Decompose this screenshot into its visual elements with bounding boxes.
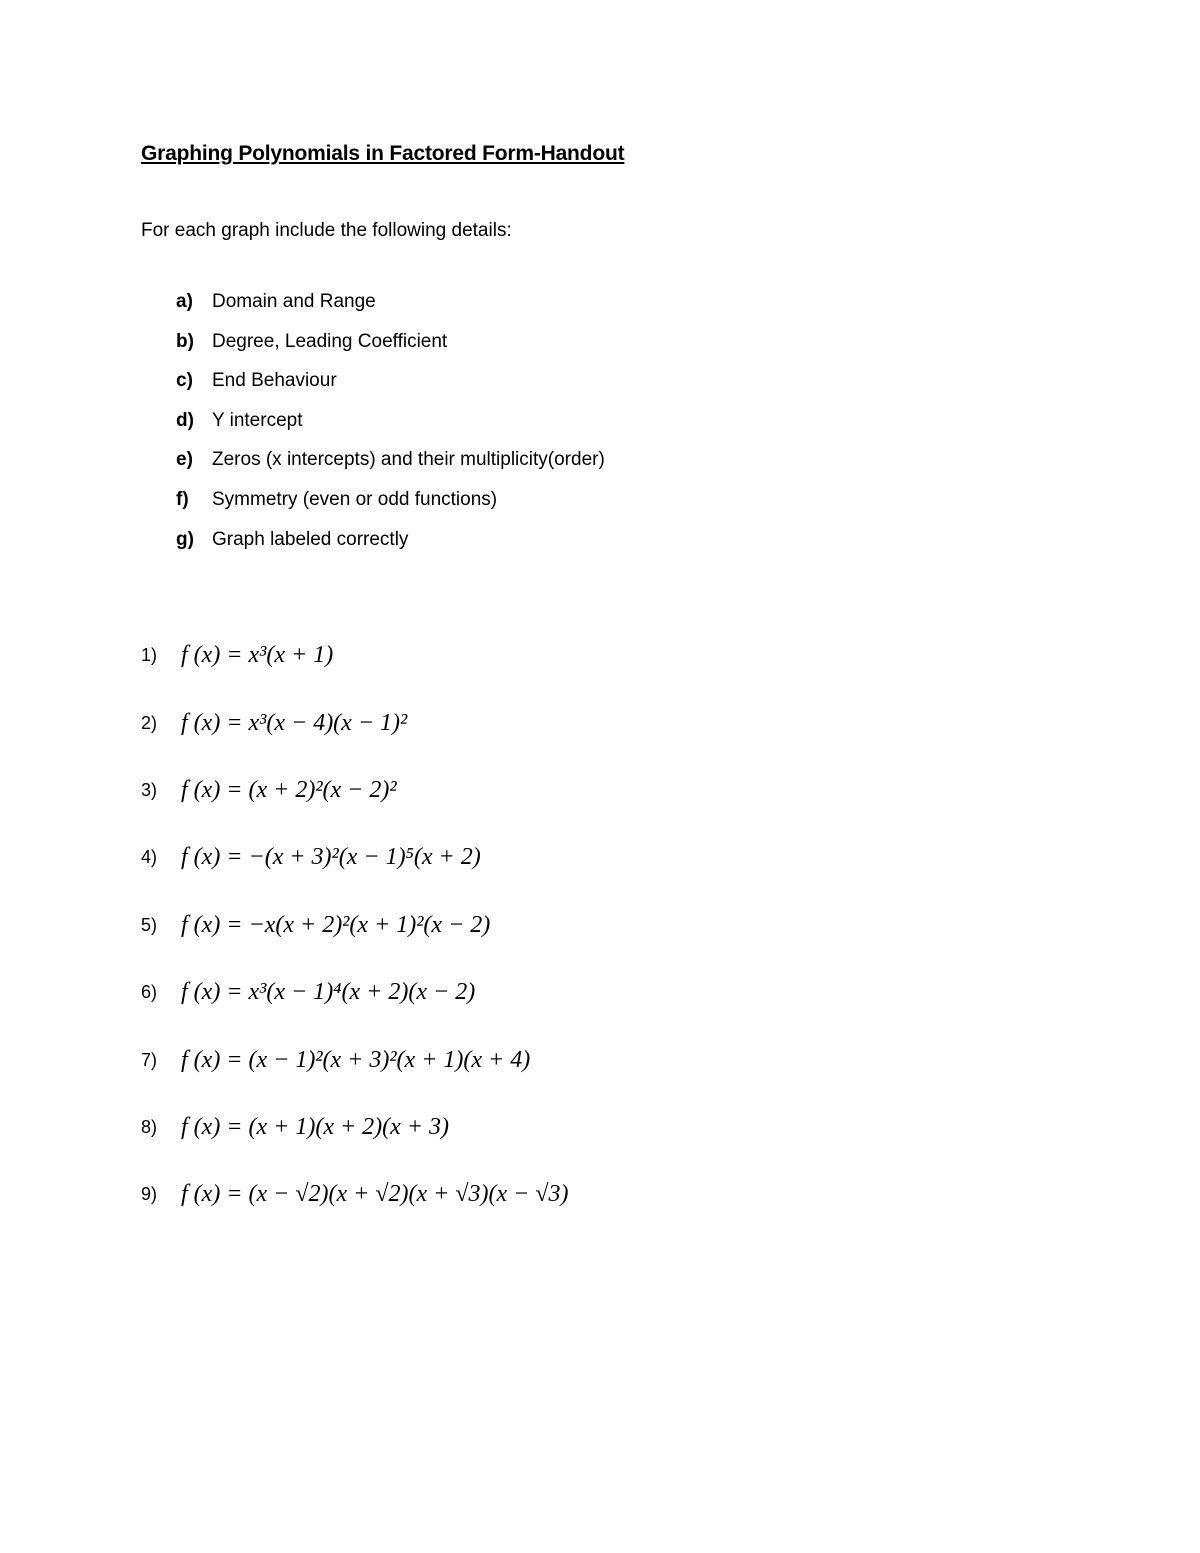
detail-letter: c)	[176, 370, 193, 392]
problem-item	[141, 1026, 569, 1093]
problem-item	[141, 1161, 569, 1228]
problem-number: 6)	[141, 982, 158, 1003]
detail-text: Degree, Leading Coefficient	[212, 330, 448, 352]
detail-text: Y intercept	[212, 409, 303, 431]
detail-item	[176, 331, 605, 371]
problem-equation: f (x) = (x − 1)²(x + 3)²(x + 1)(x + 4)	[181, 1046, 531, 1073]
problem-equation: f (x) = (x + 2)²(x − 2)²	[181, 776, 397, 803]
detail-letter: g)	[176, 528, 194, 550]
detail-text: End Behaviour	[212, 370, 337, 392]
problems-list	[141, 622, 569, 1229]
problem-equation: f (x) = x³(x + 1)	[181, 642, 334, 669]
problem-equation: f (x) = −(x + 3)²(x − 1)⁵(x + 2)	[181, 844, 481, 871]
problem-number: 3)	[141, 779, 158, 800]
detail-letter: b)	[176, 330, 194, 352]
detail-text: Zeros (x intercepts) and their multiplicity(order)	[212, 449, 605, 471]
problem-item	[141, 757, 569, 824]
problem-equation: f (x) = x³(x − 4)(x − 1)²	[181, 709, 408, 736]
problem-equation: f (x) = (x + 1)(x + 2)(x + 3)	[181, 1113, 449, 1140]
details-list	[176, 291, 605, 568]
problem-item	[141, 622, 569, 689]
problem-number: 7)	[141, 1049, 158, 1070]
problem-equation: f (x) = −x(x + 2)²(x + 1)²(x − 2)	[181, 911, 491, 938]
problem-item	[141, 689, 569, 756]
problem-equation: f (x) = (x − √2)(x + √2)(x + √3)(x − √3)	[181, 1181, 569, 1208]
detail-item	[176, 489, 605, 529]
intro-text: For each graph include the following details:	[141, 220, 512, 241]
problem-number: 8)	[141, 1116, 158, 1137]
detail-item	[176, 370, 605, 410]
problem-item	[141, 892, 569, 959]
detail-letter: f)	[176, 488, 189, 510]
detail-item	[176, 410, 605, 450]
problem-equation: f (x) = x³(x − 1)⁴(x + 2)(x − 2)	[181, 979, 476, 1006]
problem-item	[141, 959, 569, 1026]
detail-text: Domain and Range	[212, 291, 376, 312]
problem-number: 2)	[141, 712, 158, 733]
detail-letter: d)	[176, 409, 194, 431]
detail-text: Graph labeled correctly	[212, 528, 409, 550]
problem-item	[141, 824, 569, 891]
page-title: Graphing Polynomials in Factored Form-Handout	[141, 142, 625, 165]
detail-item	[176, 449, 605, 489]
problem-number: 1)	[141, 645, 158, 666]
detail-item	[176, 291, 605, 331]
detail-text: Symmetry (even or odd functions)	[212, 488, 498, 510]
problem-item	[141, 1094, 569, 1161]
detail-letter: a)	[176, 291, 193, 312]
detail-letter: e)	[176, 449, 193, 471]
problem-number: 5)	[141, 914, 158, 935]
detail-item	[176, 529, 605, 569]
problem-number: 4)	[141, 847, 158, 868]
problem-number: 9)	[141, 1184, 158, 1205]
